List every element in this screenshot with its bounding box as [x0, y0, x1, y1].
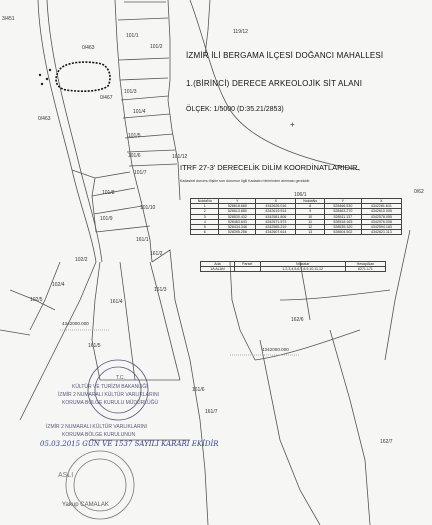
table-cell: 528463.643	[219, 219, 256, 224]
parcel-boundary	[0, 330, 30, 335]
stamp-text: KORUMA BÖLGE KURULU MÜDÜRLÜĞÜ	[62, 400, 159, 406]
table-cell: 8	[296, 204, 324, 209]
table-cell: 4342565.219	[256, 225, 296, 230]
parcel-label: 161/6	[192, 387, 205, 393]
table-cell: 1,2,3,4,5,6,7,8,9,10,11,12	[260, 267, 345, 272]
table-cell: 4342619.914	[256, 209, 296, 214]
parcel-boundary	[260, 340, 320, 525]
table-cell: 528535.320	[324, 225, 361, 230]
table-row	[201, 267, 386, 272]
parcel-label: 101/2	[150, 44, 163, 50]
parcel-boundary	[330, 330, 370, 525]
parcel-boundary	[95, 172, 130, 178]
table-header: Y	[324, 199, 361, 204]
table-header: Y	[219, 199, 256, 204]
parcel-label: 101/10	[140, 205, 156, 211]
table-cell: 4342281.631	[361, 204, 401, 209]
parcel-boundary	[150, 262, 180, 380]
parcel-boundary	[205, 0, 210, 55]
parcel-label: 102/2	[75, 257, 88, 263]
stamp-text: İZMİR 2 NUMARALI KÜLTÜR VARLIKLARINI	[46, 424, 147, 430]
parcel-boundary	[230, 262, 255, 360]
parcel-boundary	[119, 58, 169, 60]
table-header: X	[361, 199, 401, 204]
table-header: Parsel	[234, 262, 260, 267]
parcel-label: 0/463	[82, 45, 95, 51]
table-cell: 1A ALAN	[201, 267, 235, 272]
parcel-label: 101/12	[172, 154, 188, 160]
parcel-boundary	[280, 290, 390, 300]
table-cell: 4342626.016	[256, 204, 296, 209]
parcel-boundary	[168, 0, 180, 200]
table-row	[191, 230, 402, 235]
table-cell: 6	[191, 230, 219, 235]
table-cell: 10	[296, 214, 324, 219]
table-cell: 528434.346	[219, 225, 256, 230]
parcel-label: 101/5	[128, 133, 141, 139]
parcel-label: 106/1	[294, 192, 307, 198]
stamp-text: KÜLTÜR VE TURİZM BAKANLIĞI	[72, 384, 148, 390]
table-header: X	[256, 199, 296, 204]
table-cell: 4342571.573	[256, 219, 296, 224]
parcel-boundary	[255, 330, 360, 360]
parcel-boundary	[123, 114, 170, 118]
parcel-boundary	[129, 164, 177, 166]
table-header: NoktaNo	[296, 199, 324, 204]
parcel-label: 101/3	[124, 89, 137, 95]
table-cell: 11	[296, 219, 324, 224]
stamp-signature-name: Yakup CAMALAK	[62, 502, 109, 508]
table-cell: 528463.270	[324, 209, 361, 214]
parcel-boundary	[127, 150, 175, 152]
parcel-label: 161/3	[154, 287, 167, 293]
road-edge-west	[38, 0, 96, 262]
table-cell: 12	[296, 225, 324, 230]
map-scale: ÖLÇEK: 1/5000 (D:35.21/2853)	[186, 106, 284, 113]
parcel-label: 162/6	[291, 317, 304, 323]
table-cell: 4342578.055	[361, 214, 401, 219]
map-title-line1: İZMİR İLİ BERGAMA İLÇESİ DOĞANCI MAHALLESİ	[186, 51, 384, 60]
parcel-label: 101/9	[100, 216, 113, 222]
crosshair-mark: +	[290, 120, 295, 129]
parcel-label: 0/62	[414, 189, 424, 195]
parcel-label: 161/5	[88, 343, 101, 349]
parcel-label: 161/7	[205, 409, 218, 415]
parcel-boundary	[118, 18, 168, 20]
table-cell: 528511.137	[324, 214, 361, 219]
table-cell	[234, 267, 260, 272]
table-cell: 4342621.113	[361, 230, 401, 235]
parcel-boundary	[72, 170, 96, 232]
parcel-boundary	[92, 262, 100, 380]
road-edge-east	[47, 0, 102, 262]
stamp-text: T.C.	[116, 375, 125, 381]
parcel-label: 101/1	[126, 33, 139, 39]
table-cell: 4342607.614	[256, 230, 296, 235]
parcel-boundary	[385, 230, 410, 360]
stamp-text: KORUMA BÖLGE KURULUNUN	[62, 432, 136, 438]
table-cell: 528613.880	[219, 209, 256, 214]
table-cell: 528466.530	[324, 204, 361, 209]
table-header: Noktalar	[260, 262, 345, 267]
parcel-boundary	[121, 96, 168, 100]
table-cell: 528618.680	[219, 204, 256, 209]
table-cell: 6271.171	[345, 267, 385, 272]
site-boundary	[56, 62, 110, 91]
parcel-label: 102/4	[52, 282, 65, 288]
area-table	[200, 261, 386, 272]
stamp-text: İZMİR 2 NUMARALI KÜLTÜR VARLIKLARINI	[58, 392, 159, 398]
grid-coordinate-label: 4342000.000	[262, 347, 289, 352]
parcel-boundary	[94, 206, 142, 214]
parcel-label: 162/7	[380, 439, 393, 445]
parcel-label: 102/5	[30, 297, 43, 303]
table-cell: 1	[191, 204, 219, 209]
parcel-boundary	[96, 226, 150, 232]
table-cell: 528395.256	[219, 230, 256, 235]
parcel-label: 101/4	[133, 109, 146, 115]
table-cell: 5	[191, 225, 219, 230]
stamp-text: ASLI	[58, 472, 74, 479]
table-cell: 9	[296, 209, 324, 214]
parcel-boundary	[30, 262, 60, 330]
table-header: HesapAlan	[345, 262, 385, 267]
parcel-label: 161/2	[150, 251, 163, 257]
table-cell: 2	[191, 209, 219, 214]
map-title-line2: 1.(BİRİNCİ) DERECE ARKEOLOJİK SİT ALANI	[186, 79, 363, 88]
parcel-label: 101/6	[128, 153, 141, 159]
coordinates-title: ITRF 27-3' DERECELİK DİLİM KOORDİNATLARIDIR.	[180, 163, 360, 172]
table-cell: 4342581.806	[256, 214, 296, 219]
stamp-handwritten-date: 05.03.2015 GÜN VE 1537 SAYILI KARARI EKİDİR	[40, 440, 219, 448]
table-cell: 3	[191, 214, 219, 219]
parcel-label: 0/467	[100, 95, 113, 101]
table-cell: 4342610.005	[361, 209, 401, 214]
table-header: Ada	[201, 262, 235, 267]
parcel-label: 0/463	[38, 116, 51, 122]
table-cell: 528530.432	[219, 214, 256, 219]
coordinates-note: Kadastral durumu ilişkin son durumun ilgili Kadastro biriminden alınması gerekidir.	[180, 179, 311, 183]
parcel-boundary	[120, 78, 168, 80]
parcel-label: 161/4	[110, 299, 123, 305]
parcel-boundary	[120, 262, 135, 380]
table-cell: 4	[191, 219, 219, 224]
table-cell: 4342576.008	[361, 219, 401, 224]
parcel-label: 101/7	[134, 170, 147, 176]
grid-coordinate-label: 4342000.000	[62, 321, 89, 326]
table-cell: 13	[296, 230, 324, 235]
table-cell: 528518.163	[324, 219, 361, 224]
table-cell: 528604.502	[324, 230, 361, 235]
parcel-label: 161/1	[136, 237, 149, 243]
parcel-label: 3/451	[2, 16, 15, 22]
parcel-boundary	[115, 0, 152, 262]
parcel-label: 119/12	[233, 29, 248, 35]
coordinate-table	[190, 198, 402, 235]
table-cell: 4342594.183	[361, 225, 401, 230]
table-header: NoktaNo	[191, 199, 219, 204]
parcel-label: 101/8	[102, 190, 115, 196]
